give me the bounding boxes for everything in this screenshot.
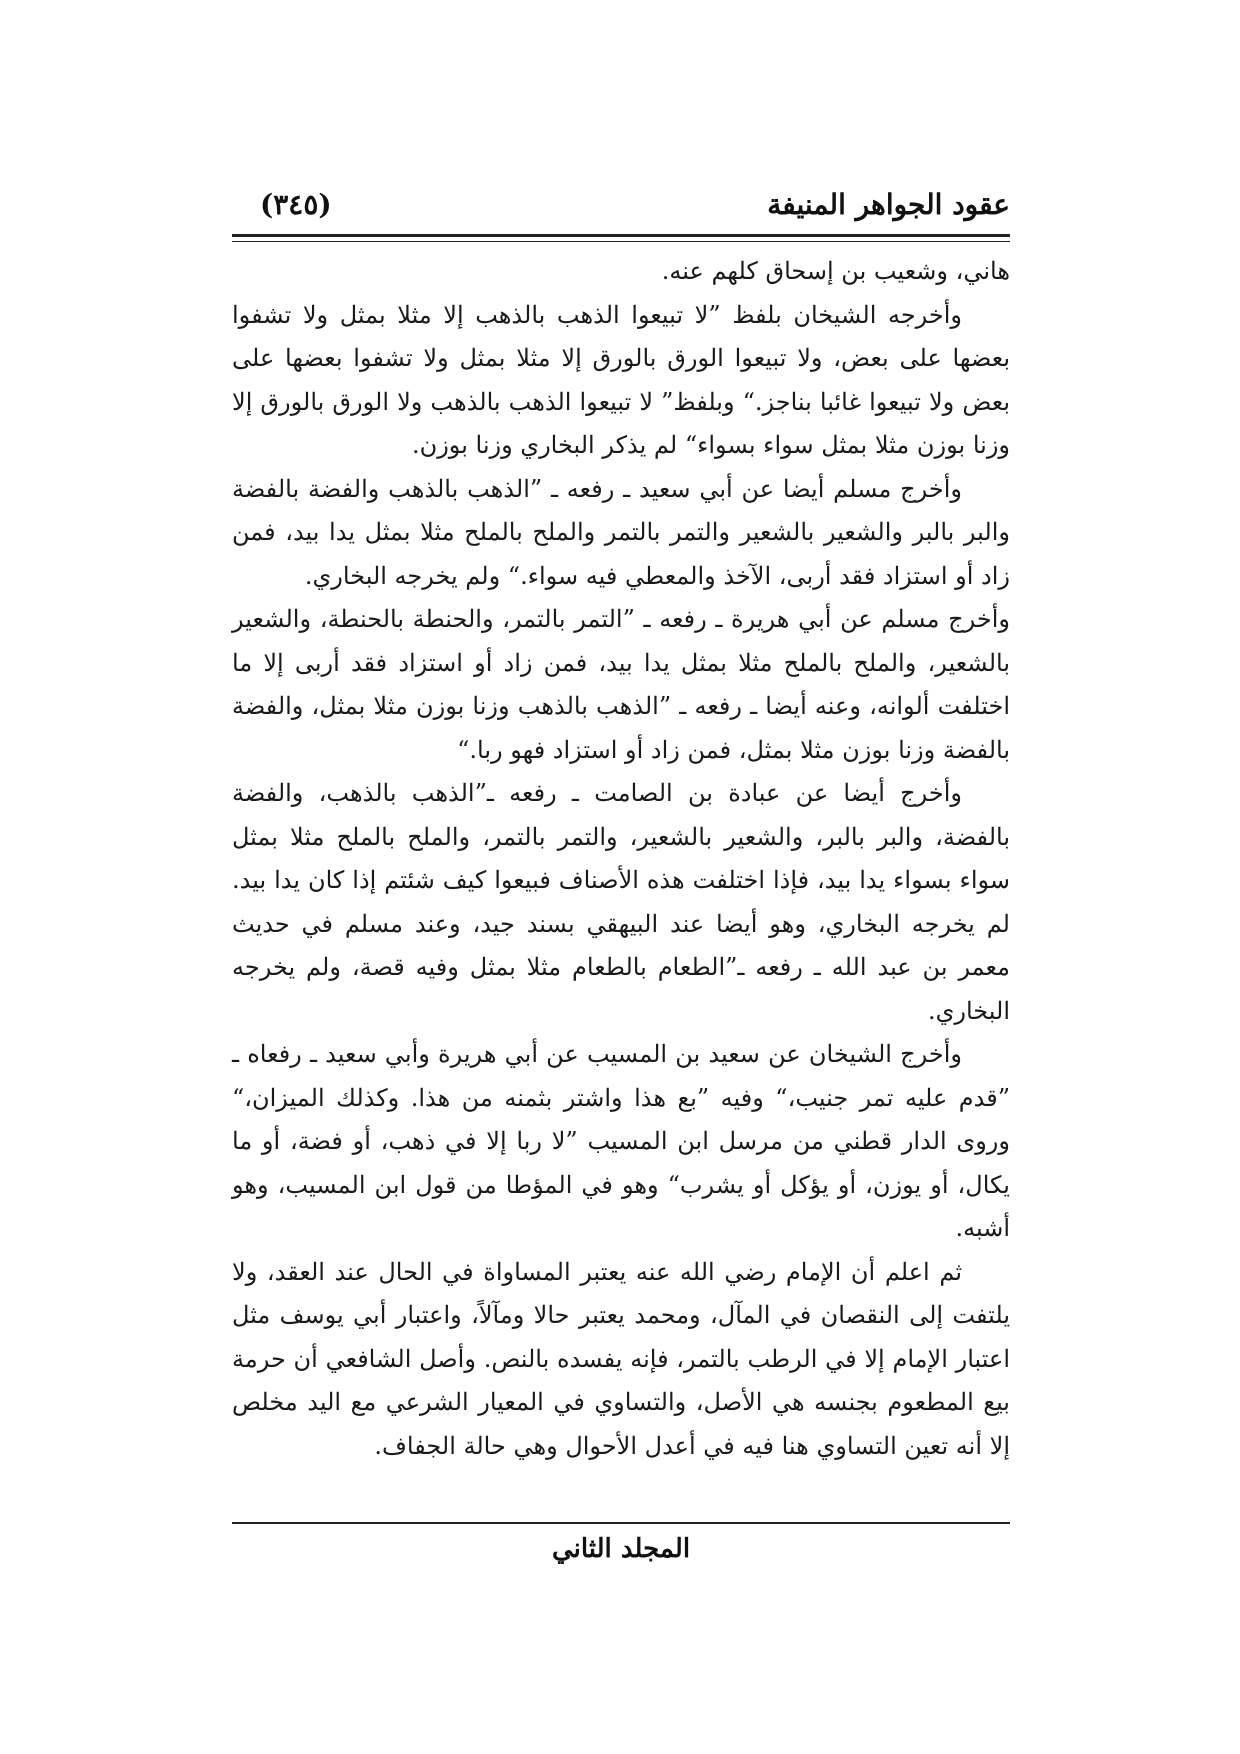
page-number: (٣٤٥) <box>260 188 332 221</box>
paragraph: وأخرجه الشيخان بلفظ ”لا تبيعوا الذهب بالذهب إلا مثلا بمثل ولا تشفوا بعضها على بعض، ولا تبيعوا الورق بالورق إلا مثلا بمثل ولا تشفوا بعضها على بعض ولا تبيعوا غائبا بناجز.“ وبلفظ” لا تبيعوا الذهب بالذهب ولا الورق بالورق إلا وزنا بوزن مثلا بمثل سواء بسواء“ لم يذكر البخاري وزنا بوزن. <box>232 300 1010 459</box>
paragraph: وأخرج الشيخان عن سعيد بن المسيب عن أبي هريرة وأبي سعيد ـ رفعاه ـ ”قدم عليه تمر جنيب،“ وفيه ”بع هذا واشتر بثمنه من هذا. وكذلك الميزان،“ وروى الدار قطني من مرسل ابن المسيب ”لا ربا إلا في ذهب، أو فضة، أو ما يكال، أو يوزن، أو يؤكل أو يشرب“ وهو في المؤطا من قول ابن المسيب، وهو أشبه. <box>232 1040 1010 1242</box>
body-text <box>232 250 1010 1468</box>
paragraph: وأخرج مسلم عن أبي هريرة ـ رفعه ـ ”التمر بالتمر، والحنطة بالحنطة، والشعير بالشعير، والملح بالملح مثلا بمثل يدا بيد، فمن زاد أو استزاد فقد أربى إلا ما اختلفت ألوانه، وعنه أيضا ـ رفعه ـ ”الذهب بالذهب وزنا بوزن مثلا بمثل، والفضة بالفضة وزنا بوزن مثلا بمثل، فمن زاد أو استزاد فهو ربا.“ <box>232 605 1010 764</box>
header-rule-thick <box>232 234 1010 237</box>
paragraph: وأخرج مسلم أيضا عن أبي سعيد ـ رفعه ـ ”الذهب بالذهب والفضة بالفضة والبر بالبر والشعير بالشعير والتمر بالتمر والملح بالملح مثلا بمثل يدا بيد، فمن زاد أو استزاد فقد أربى، الآخذ والمعطي فيه سواء.“ ولم يخرجه البخاري. <box>232 474 1010 590</box>
book-title: عقود الجواهر المنيفة <box>767 188 1010 221</box>
paragraph: ثم اعلم أن الإمام رضي الله عنه يعتبر المساواة في الحال عند العقد، ولا يلتفت إلى النقصان في المآل، ومحمد يعتبر حالا ومآلاً، واعتبار أبي يوسف مثل اعتبار الإمام إلا في الرطب بالتمر، فإنه يفسده بالنص. وأصل الشافعي أن حرمة بيع المطعوم بجنسه هي الأصل، والتساوي في المعيار الشرعي مع اليد مخلص إلا أنه تعين التساوي هنا فيه في أعدل الأحوال وهي حالة الجفاف. <box>232 1257 1010 1460</box>
footer-rule <box>232 1522 1010 1524</box>
volume-footer: المجلد الثاني <box>551 1534 691 1564</box>
header-rule-thin <box>232 241 1010 242</box>
paragraph: هاني، وشعيب بن إسحاق كلهم عنه. <box>661 257 1010 285</box>
paragraph: وأخرج أيضا عن عبادة بن الصامت ـ رفعه ـ”الذهب بالذهب، والفضة بالفضة، والبر بالبر، والشعير بالشعير، والتمر بالتمر، والملح بالملح مثلا بمثل سواء بسواء يدا بيد، فإذا اختلفت هذه الأصناف فبيعوا كيف شئتم إذا كان يدا بيد. لم يخرجه البخاري، وهو أيضا عند البيهقي بسند جيد، وعند مسلم في حديث معمر بن عبد الله ـ رفعه ـ”الطعام بالطعام مثلا بمثل وفيه قصة، ولم يخرجه البخاري. <box>232 779 1010 1025</box>
page-header <box>232 188 1010 232</box>
